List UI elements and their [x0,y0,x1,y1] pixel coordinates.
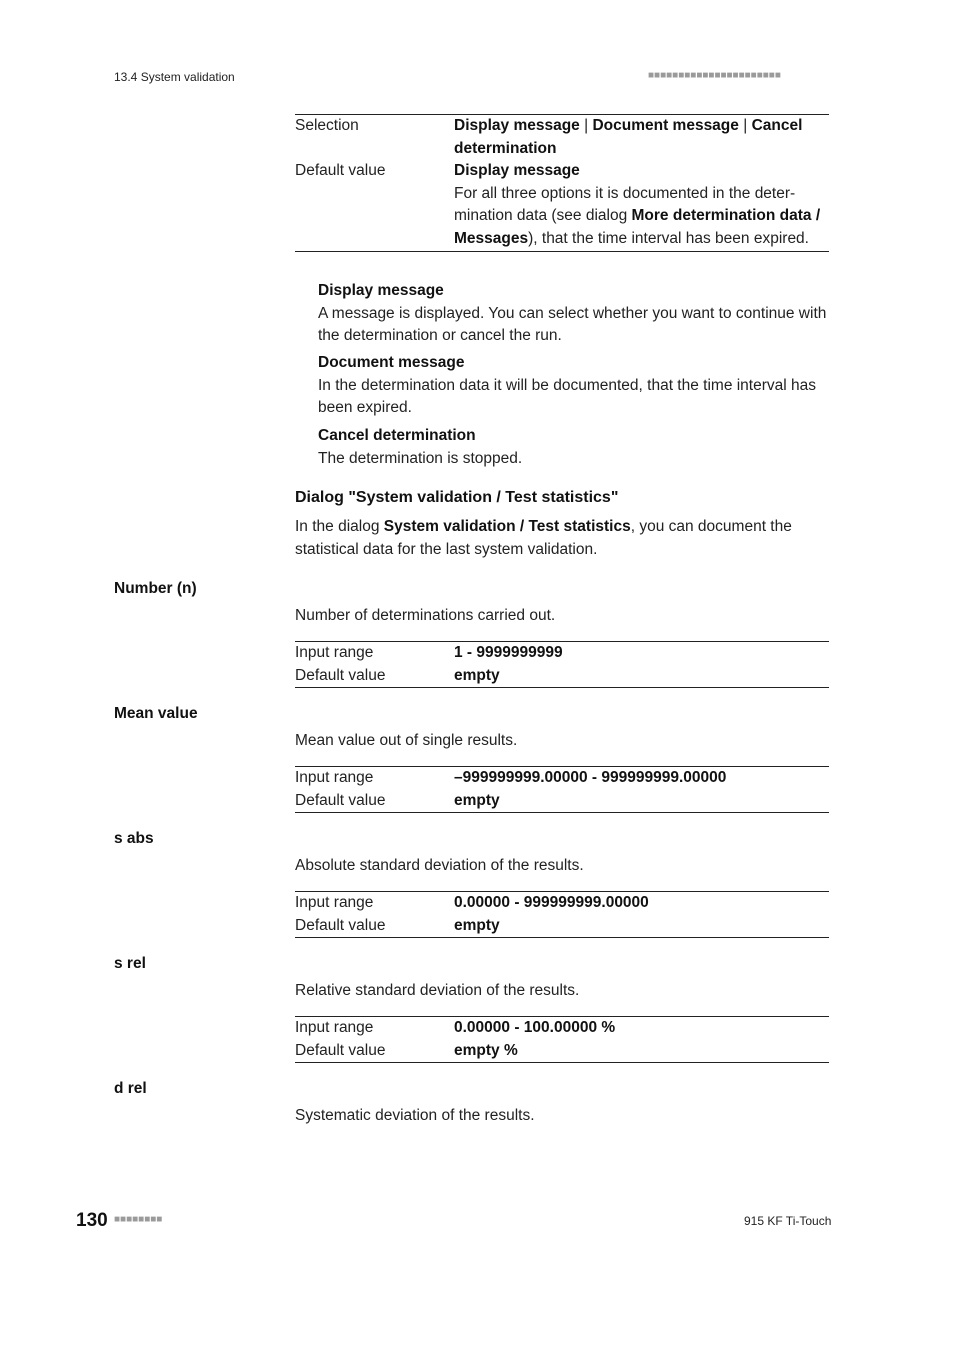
input-range-label: Input range [295,894,374,911]
default-note [454,183,829,252]
param-name-d-rel: d rel [114,1080,147,1097]
input-range-value: 0.00000 - 999999999.00000 [454,894,649,911]
note-dialog-ref: More determination data / Messages [454,207,821,247]
param-desc-s-rel: Relative standard deviation of the results. [295,982,580,999]
input-range-value: 1 - 9999999999 [454,644,563,661]
param-desc-mean: Mean value out of single results. [295,732,518,749]
input-range-label: Input range [295,1019,374,1036]
default-value-label: Default value [295,791,386,809]
default-value-label: Default value [295,1041,386,1059]
default-value: empty [454,666,500,684]
option-title: Display message [318,282,444,299]
selection-parameter-block [295,114,829,252]
default-values [454,160,829,251]
selection-option-2: Document message [592,117,739,134]
default-row [295,160,829,251]
footer-product-name: 915 KF Ti-Touch [744,1214,832,1228]
option-text: In the determination data it will be documented, that the time interval has been expired. [318,376,817,416]
default-value: empty [454,791,500,809]
param-desc-s-abs: Absolute standard deviation of the results. [295,857,584,874]
option-title: Document message [318,354,465,371]
intro-post: , you can document the statistical data for the last system validation. [295,518,792,558]
param-desc-d-rel: Systematic deviation of the results. [295,1107,535,1124]
dialog-intro [295,516,829,561]
option-text: A message is displayed. You can select whether you want to continue with the determination or cancel the run. [318,304,827,344]
param-name-s-abs: s abs [114,830,154,847]
footer-decorative-dots: ■■■■■■■■ [114,1214,163,1225]
default-value-label: Default value [295,916,386,934]
param-table-s-rel [295,1016,829,1063]
selection-label: Selection [295,117,359,134]
intro-pre: In the dialog [295,518,384,535]
option-display-message [318,280,829,348]
selection-row [295,115,829,160]
running-header-section: 13.4 System validation [114,70,235,84]
param-table-mean [295,766,829,813]
selection-option-3: Cancel determination [454,117,803,157]
selection-option-1: Display message [454,117,580,134]
param-name-s-rel: s rel [114,955,146,972]
option-document-message [318,352,829,420]
page-number: 130 [76,1210,108,1231]
param-desc-number: Number of determinations carried out. [295,607,556,624]
dialog-heading: Dialog "System validation / Test statistics" [295,489,619,506]
param-name-number: Number (n) [114,580,197,597]
note-text-pre: For all three options it is documented in the determination data (see dialog [454,184,796,224]
selection-values: Display message | Document message | Cancel determination [454,117,803,157]
parameter-table [295,114,829,252]
param-name-mean: Mean value [114,705,198,722]
note-text-post: ), that the time interval has been expired. [528,229,809,247]
param-table-s-abs [295,891,829,938]
default-value-label: Default value [295,666,386,684]
param-table-number [295,641,829,688]
option-title: Cancel determination [318,427,476,444]
input-range-value: 0.00000 - 100.00000 % [454,1019,616,1036]
input-range-value: –999999999.00000 - 999999999.00000 [454,769,727,786]
default-value: empty % [454,1041,518,1059]
input-range-label: Input range [295,769,374,786]
default-value: Display message [454,162,580,179]
default-value: empty [454,916,500,934]
intro-dialog-name: System validation / Test statistics [383,518,631,535]
option-cancel-determination [318,425,829,470]
input-range-label: Input range [295,644,374,661]
option-text: The determination is stopped. [318,449,523,467]
default-label: Default value [295,162,386,179]
header-decorative-dots: ■■■■■■■■■■■■■■■■■■■■■■ [648,70,781,81]
